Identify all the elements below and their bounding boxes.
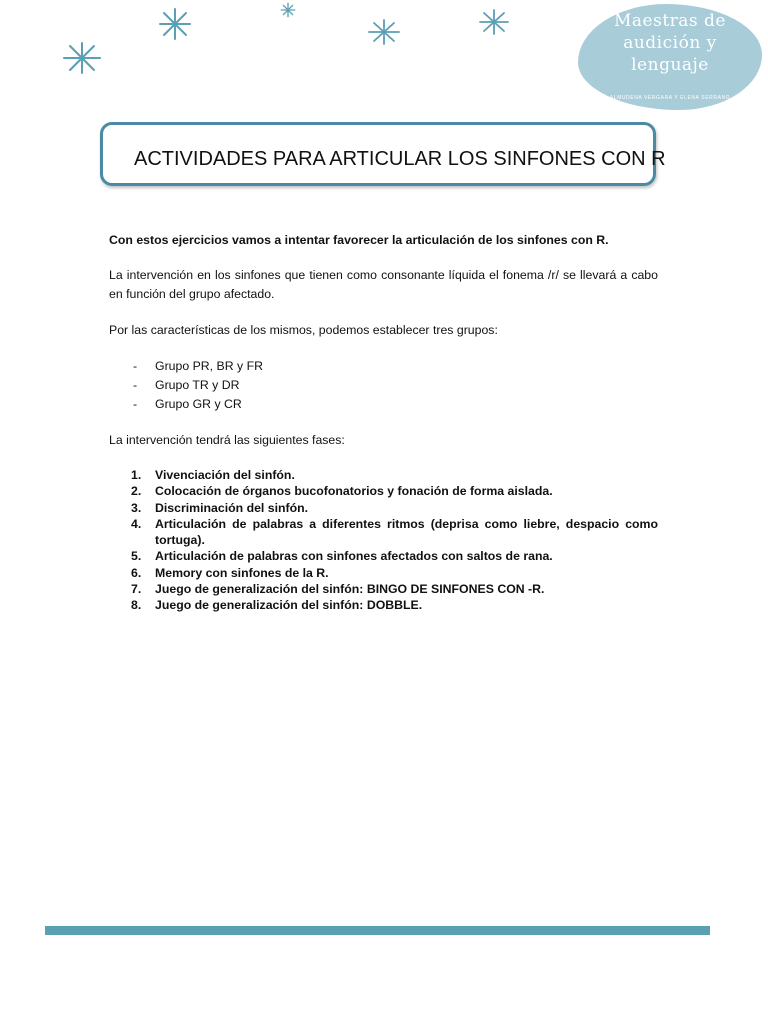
list-number: 4. [131,516,142,531]
list-number: 5. [131,549,142,564]
list-item [109,376,658,395]
document-body [109,231,658,614]
body-paragraph: Por las características de los mismos, podemos establecer tres grupos: [109,323,498,337]
groups-list [109,357,658,414]
list-item [109,548,658,564]
list-item-text: Articulación de palabras a diferentes ritmos (deprisa como liebre, despacio como tortuga). [155,516,658,548]
list-item [109,467,658,483]
list-item-text: Juego de generalización del sinfón: BINGO DE SINFONES CON -R. [155,582,545,597]
brand-subtitle: ALMUDENA VERGARA Y ELENA SERRANO [609,95,731,101]
phases-list [109,467,658,614]
list-item-text: Colocación de órganos bucofonatorios y fonación de forma aislada. [155,484,553,499]
list-number: 3. [131,500,142,515]
brand-title [578,10,762,76]
list-item [109,565,658,581]
snowflake-icon [61,40,103,76]
intro-paragraph: Con estos ejercicios vamos a intentar favorecer la articulación de los sinfones con R. [109,233,609,247]
list-item [109,516,658,549]
list-item [109,597,658,613]
list-marker: - [133,378,138,392]
list-number: 7. [131,582,142,597]
list-marker: - [133,359,138,373]
list-item [109,483,658,499]
brand-title-line: lenguaje [631,55,709,75]
snowflake-icon [157,6,193,42]
list-number: 6. [131,565,142,580]
brand-title-line: audición y [623,33,717,53]
list-item [109,500,658,516]
list-item [109,357,658,376]
list-item [109,581,658,597]
list-item [109,395,658,414]
snowflake-icon [367,18,401,46]
snowflake-icon [478,8,510,36]
body-paragraph: La intervención tendrá las siguientes fases: [109,433,345,447]
page-title: ACTIVIDADES PARA ARTICULAR LOS SINFONES CON R [134,148,666,170]
list-item-text: Articulación de palabras con sinfones afectados con saltos de rana. [155,549,553,564]
list-item-text: Grupo TR y DR [155,378,240,392]
list-marker: - [133,397,138,411]
body-paragraph: La intervención en los sinfones que tienen como consonante líquida el fonema /r/ se llevará a cabo en función del grupo afectado. [109,268,658,301]
footer-divider [45,926,710,935]
list-item-text: Grupo PR, BR y FR [155,359,263,373]
list-number: 1. [131,468,142,482]
list-item-text: Grupo GR y CR [155,397,242,411]
list-item-text: Discriminación del sinfón. [155,500,309,515]
list-number: 2. [131,484,142,499]
brand-title-line: Maestras de [614,11,726,31]
list-number: 8. [131,598,142,613]
list-item-text: Memory con sinfones de la R. [155,565,329,580]
list-item-text: Juego de generalización del sinfón: DOBBLE. [155,598,423,613]
list-item-text: Vivenciación del sinfón. [155,468,295,482]
snowflake-icon [276,2,300,18]
